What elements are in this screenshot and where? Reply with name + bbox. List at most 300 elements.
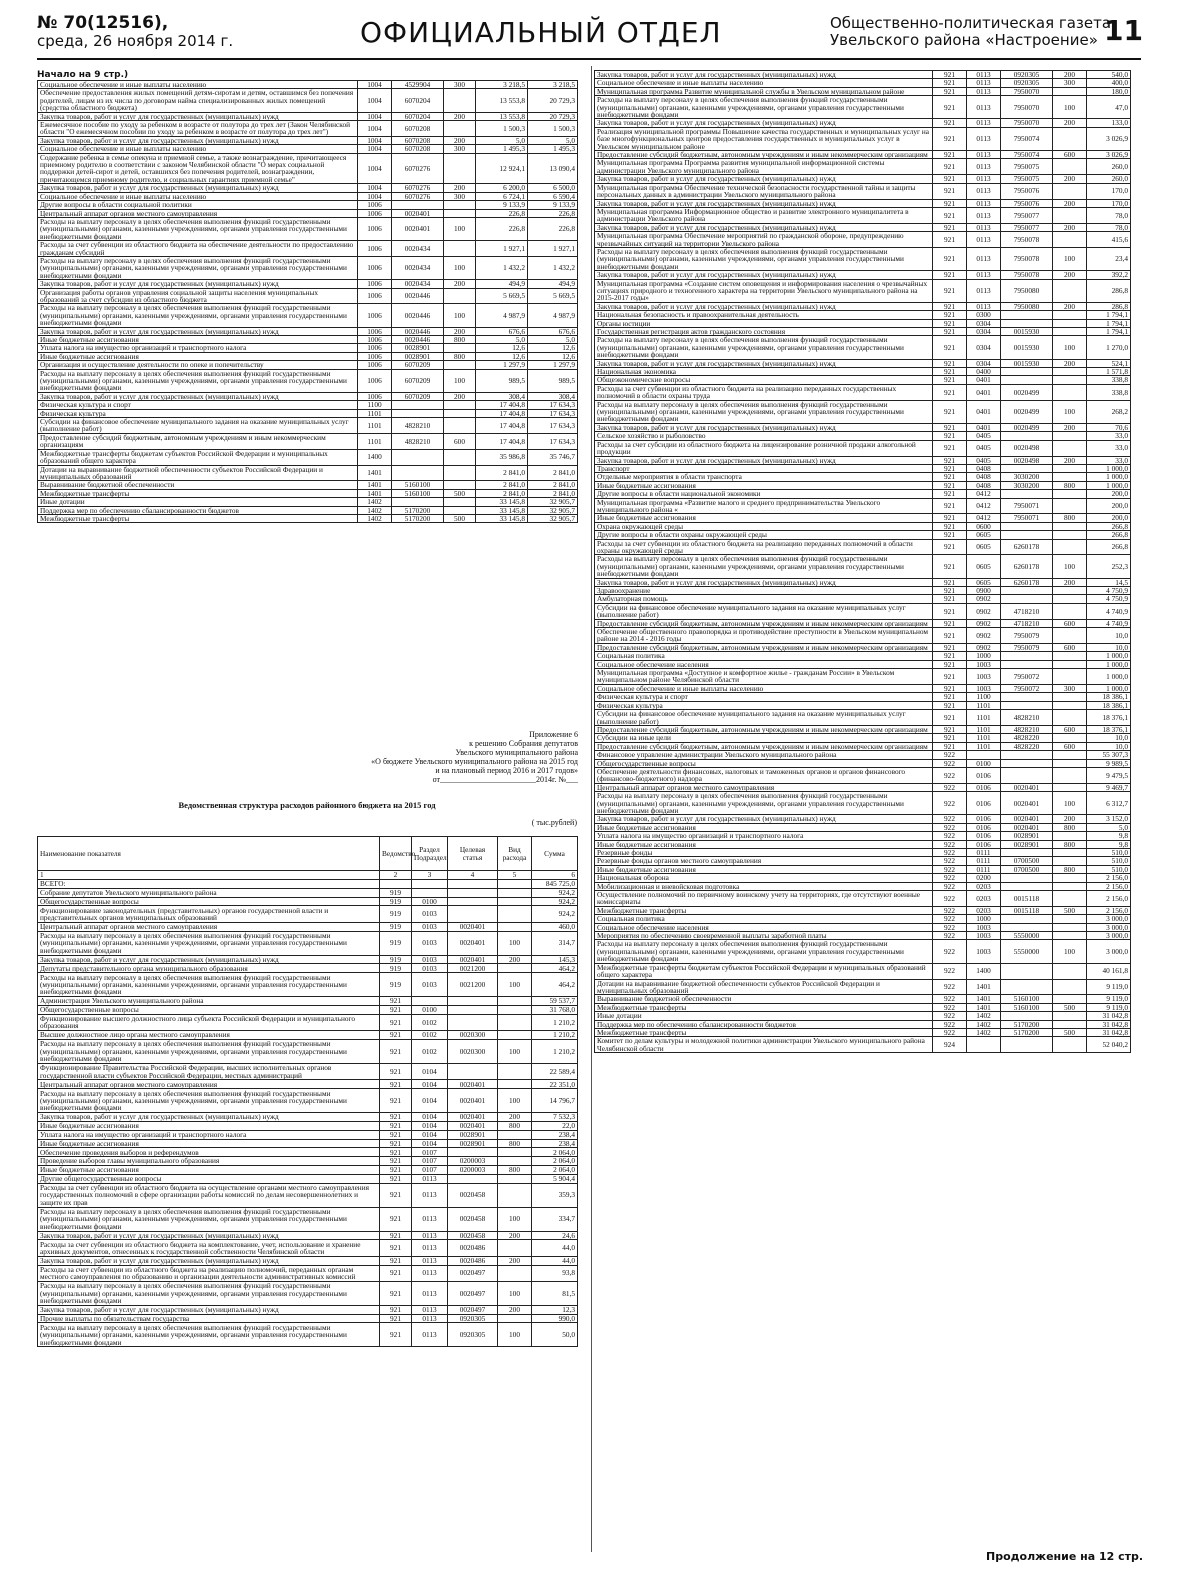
section-cell: 0412	[967, 514, 1001, 522]
amount-cell: 464,2	[532, 964, 578, 973]
target-item-cell: 0200003	[448, 1157, 498, 1166]
target-item-cell: 0700500	[1001, 865, 1053, 873]
department-cell: 921	[933, 440, 967, 456]
section-cell: 0113	[967, 302, 1001, 310]
table-row	[595, 725, 1131, 733]
table-row	[595, 232, 1131, 248]
table-row	[595, 874, 1131, 882]
department-cell: 921	[933, 669, 967, 685]
code-cell: 1004	[358, 112, 392, 120]
table-row	[38, 1305, 578, 1314]
expense-type-cell: 100	[498, 931, 532, 955]
amount-cell: 33,0	[1087, 432, 1131, 440]
amount-cell: 13 090,4	[528, 153, 578, 184]
column-separator	[591, 66, 592, 1552]
amount-cell: 308,4	[476, 392, 528, 400]
department-cell: 921	[380, 1139, 412, 1148]
expense-type-cell: 100	[498, 973, 532, 997]
expense-type-cell	[498, 888, 532, 897]
expense-type-cell: 200	[1053, 423, 1087, 431]
amount-cell: 1 000,0	[1087, 652, 1131, 660]
table-row	[38, 1080, 578, 1089]
department-cell: 921	[380, 1240, 412, 1256]
section-cell: 0405	[967, 440, 1001, 456]
target-item-cell: 7950075	[1001, 159, 1053, 175]
amount-cell: 4 987,9	[528, 304, 578, 327]
target-item-cell: 7950071	[1001, 498, 1053, 514]
indicator-name-cell: Расходы за счет субвенции из областного бюджета на комплектование, учет, использование и хранение архивных документов, отнесенных к государственной собственности Челябинской области	[38, 1240, 380, 1256]
section-cell: 0103	[412, 931, 448, 955]
amount-cell: 47,0	[1087, 96, 1131, 119]
target-item-cell: 5170200	[1001, 1028, 1053, 1036]
expense-type-cell: 200	[1053, 199, 1087, 207]
target-item-cell: 0020498	[1001, 440, 1053, 456]
table-row	[595, 539, 1131, 555]
indicator-name-cell: Закупка товаров, работ и услуг для государственных (муниципальных) нужд	[595, 271, 933, 279]
section-cell: 0104	[412, 1113, 448, 1122]
expense-type-cell: 600	[1053, 643, 1087, 651]
department-cell: 921	[933, 619, 967, 627]
section-cell: 0113	[967, 71, 1001, 79]
department-cell: 919	[380, 922, 412, 931]
target-item-cell	[1001, 376, 1053, 384]
code-cell: 6070204	[392, 89, 444, 112]
department-cell: 921	[380, 1148, 412, 1157]
amount-cell: 260,0	[1087, 175, 1131, 183]
amount-cell: 4 987,9	[476, 304, 528, 327]
department-cell: 921	[933, 336, 967, 359]
amount-cell: 2 064,0	[532, 1157, 578, 1166]
indicator-name-cell: Дотации на выравнивание бюджетной обеспеченности субъектов Российской Федерации и муниципальных образований	[595, 979, 933, 995]
target-item-cell: 7950072	[1001, 669, 1053, 685]
indicator-name-cell: Закупка товаров, работ и услуг для государственных (муниципальных) нужд	[595, 815, 933, 823]
target-item-cell: 0020300	[448, 1031, 498, 1040]
amount-cell: 3 026,9	[1087, 127, 1131, 150]
department-cell: 921	[933, 328, 967, 336]
table-row	[595, 979, 1131, 995]
table-row	[595, 628, 1131, 644]
target-item-cell: 7950080	[1001, 302, 1053, 310]
department-cell: 921	[380, 1323, 412, 1347]
department-cell: 921	[933, 119, 967, 127]
amount-cell: 1 270,0	[1087, 336, 1131, 359]
section-cell: 0107	[412, 1165, 448, 1174]
amount-cell: 81,5	[532, 1281, 578, 1305]
indicator-name-cell: Социальная политика	[595, 652, 933, 660]
table-row	[38, 418, 578, 434]
amount-cell: 12,6	[476, 344, 528, 352]
indicator-name-cell: Расходы на выплату персоналу в целях обеспечения выполнения функций государственными (муниципальными) органами, казенными учреждениями, органами управления государственными внебюджетными фондами	[595, 400, 933, 423]
expense-type-cell: 100	[498, 1039, 532, 1063]
expense-type-cell	[1053, 531, 1087, 539]
amount-cell: 510,0	[1087, 865, 1131, 873]
department-cell: 922	[933, 1012, 967, 1020]
amount-cell: 1 000,0	[1087, 669, 1131, 685]
code-cell: 200	[444, 136, 476, 144]
target-item-cell: 0020401	[448, 1113, 498, 1122]
expense-type-cell: 200	[498, 1305, 532, 1314]
target-item-cell: 0920305	[1001, 71, 1053, 79]
section-cell: 0304	[967, 328, 1001, 336]
budget-table-2016-2017	[37, 80, 578, 523]
indicator-name-cell: Реализация муниципальной программы Повышение качества государственных и муниципальных услуг на базе многофункциональных центров предоставления государственных и муниципальных услуг в Увельском муниципальном районе	[595, 127, 933, 150]
indicator-name-cell: Ежемесячное пособие по уходу за ребенком в возрасте от полутора до трех лет (Закон Челябинской области "О ежемесячном пособии по уходу за ребенком в возрасте от полутора до трех лет")	[38, 121, 358, 137]
amount-cell: 9 133,9	[476, 201, 528, 209]
department-cell: 921	[380, 1265, 412, 1281]
code-cell: 1006	[358, 327, 392, 335]
indicator-name-cell: Национальная экономика	[595, 368, 933, 376]
code-cell: 0020434	[392, 280, 444, 288]
amount-cell: 6 724,1	[476, 192, 528, 200]
indicator-name-cell: Уплата налога на имущество организаций и транспортного налога	[595, 832, 933, 840]
section-cell: 0400	[967, 368, 1001, 376]
section-cell: 0106	[967, 832, 1001, 840]
target-item-cell: 5550000	[1001, 932, 1053, 940]
table-row	[38, 1231, 578, 1240]
target-item-cell: 7950074	[1001, 127, 1053, 150]
code-cell: 4529904	[392, 81, 444, 89]
amount-cell: 226,8	[528, 209, 578, 217]
section-cell: 0103	[412, 964, 448, 973]
code-cell: 1006	[358, 369, 392, 392]
table-header-row	[38, 837, 578, 871]
target-item-cell	[1001, 874, 1053, 882]
expense-type-cell	[1053, 701, 1087, 709]
table-row	[38, 1005, 578, 1014]
code-cell: 800	[444, 336, 476, 344]
amount-cell: 200,0	[1087, 490, 1131, 498]
column-number: 2	[380, 871, 412, 880]
amount-cell: 33 145,8	[476, 514, 528, 522]
indicator-name-cell: Социальная политика	[595, 915, 933, 923]
expense-type-cell	[498, 1265, 532, 1281]
section-cell: 1402	[967, 1012, 1001, 1020]
indicator-name-cell: Предоставление субсидий бюджетным, автономным учреждениям и иным некоммерческим организациям	[595, 643, 933, 651]
section-cell: 1402	[967, 1028, 1001, 1036]
department-cell: 922	[933, 932, 967, 940]
target-item-cell: 0020497	[448, 1305, 498, 1314]
target-item-cell: 0020458	[448, 1207, 498, 1231]
amount-cell: 3 218,5	[528, 81, 578, 89]
amount-cell: 32 905,7	[528, 514, 578, 522]
expense-type-cell: 200	[1053, 119, 1087, 127]
indicator-name-cell: Администрация Увельского муниципального района	[38, 997, 380, 1006]
target-item-cell: 0020401	[1001, 783, 1053, 791]
target-item-cell: 5160100	[1001, 995, 1053, 1003]
table-row	[595, 440, 1131, 456]
indicator-name-cell: Другие общегосударственные вопросы	[38, 1174, 380, 1183]
section-cell: 0113	[967, 223, 1001, 231]
department-cell: 921	[380, 1063, 412, 1079]
target-item-cell: 7950075	[1001, 175, 1053, 183]
amount-cell: 2 156,0	[1087, 891, 1131, 907]
department-cell: 921	[380, 1281, 412, 1305]
amount-cell: 10,0	[1087, 628, 1131, 644]
section-cell: 0113	[412, 1240, 448, 1256]
amount-cell: 35 986,8	[476, 449, 528, 465]
indicator-name-cell: Муниципальная программа «Развитие малого и среднего предпринимательства Увельского муниципального района «	[595, 498, 933, 514]
indicator-name-cell: Иные бюджетные ассигнования	[595, 514, 933, 522]
department-cell: 921	[380, 1157, 412, 1166]
expense-type-cell: 800	[1053, 840, 1087, 848]
indicator-name-cell: Межбюджетные трансферты	[595, 1028, 933, 1036]
indicator-name-cell: Транспорт	[595, 464, 933, 472]
indicator-name-cell: Организация работы органов управления социальной защиты населения муниципальных образований за счет субсидии из областного бюджета	[38, 288, 358, 304]
target-item-cell	[1001, 311, 1053, 319]
target-item-cell: 0020486	[448, 1240, 498, 1256]
section-cell: 0113	[412, 1231, 448, 1240]
amount-cell: 5,0	[528, 136, 578, 144]
section-cell: 0300	[967, 311, 1001, 319]
section-cell: 1003	[967, 684, 1001, 692]
expense-type-cell	[498, 897, 532, 906]
indicator-name-cell: Обеспечение деятельности финансовых, налоговых и таможенных органов и органов финансового (финансово-бюджетного) надзора	[595, 767, 933, 783]
expense-type-cell	[1053, 734, 1087, 742]
section-cell: 0200	[967, 874, 1001, 882]
department-cell: 921	[380, 1089, 412, 1113]
target-item-cell: 7950070	[1001, 96, 1053, 119]
amount-cell: 540,0	[1087, 71, 1131, 79]
column-number: 6	[532, 871, 578, 880]
amount-cell: 10,0	[1087, 643, 1131, 651]
code-cell: 6070276	[392, 184, 444, 192]
expense-type-cell: 200	[498, 1113, 532, 1122]
section-cell: 0113	[412, 1207, 448, 1231]
indicator-name-cell: Закупка товаров, работ и услуг для государственных (муниципальных) нужд	[595, 119, 933, 127]
target-item-cell	[448, 1174, 498, 1183]
indicator-name-cell: Другие вопросы в области социальной политики	[38, 201, 358, 209]
section-title: ОФИЦИАЛЬНЫЙ ОТДЕЛ	[360, 16, 722, 49]
department-cell: 921	[933, 742, 967, 750]
indicator-name-cell: Закупка товаров, работ и услуг для государственных (муниципальных) нужд	[38, 327, 358, 335]
expense-type-cell: 300	[1053, 79, 1087, 87]
section-cell: 1003	[967, 940, 1001, 963]
department-cell: 921	[933, 555, 967, 578]
amount-cell: 494,9	[476, 280, 528, 288]
amount-cell: 17 404,8	[476, 401, 528, 409]
section-cell: 0401	[967, 423, 1001, 431]
appendix-line: Увельского муниципального района	[455, 748, 578, 757]
target-item-cell: 0020486	[448, 1256, 498, 1265]
column-header: Целевая статья	[448, 837, 498, 871]
department-cell: 921	[933, 71, 967, 79]
amount-cell: 226,8	[528, 217, 578, 240]
amount-cell: 20 729,3	[528, 112, 578, 120]
expense-type-cell: 100	[1053, 96, 1087, 119]
expense-type-cell	[498, 1130, 532, 1139]
department-cell: 922	[933, 963, 967, 979]
department-cell: 921	[380, 1256, 412, 1265]
department-cell: 921	[933, 710, 967, 726]
indicator-name-cell: Поддержка мер по обеспечению сбалансированности бюджетов	[38, 506, 358, 514]
section-cell: 0902	[967, 643, 1001, 651]
expense-type-cell: 800	[1053, 481, 1087, 489]
page-number: 11	[1104, 14, 1143, 47]
amount-cell: 33,0	[1087, 456, 1131, 464]
section-cell: 0104	[412, 1089, 448, 1113]
section-cell: 0104	[412, 1130, 448, 1139]
code-cell	[392, 465, 444, 481]
department-cell: 921	[933, 603, 967, 619]
section-cell: 0103	[412, 973, 448, 997]
department-cell: 921	[380, 1231, 412, 1240]
table-row	[38, 1039, 578, 1063]
amount-cell: 31 042,8	[1087, 1012, 1131, 1020]
section-cell: 1100	[967, 693, 1001, 701]
newspaper-name-line1: Общественно-политическая газета	[830, 14, 1112, 32]
amount-cell: 1 500,3	[528, 121, 578, 137]
amount-cell: 1 495,3	[528, 145, 578, 153]
code-cell: 100	[444, 304, 476, 327]
target-item-cell: 4828210	[1001, 710, 1053, 726]
indicator-name-cell: Общегосударственные вопросы	[595, 759, 933, 767]
department-cell: 921	[933, 456, 967, 464]
table-row	[38, 1063, 578, 1079]
code-cell: 5170200	[392, 506, 444, 514]
code-cell	[444, 361, 476, 369]
indicator-name-cell: Закупка товаров, работ и услуг для государственных (муниципальных) нужд	[595, 199, 933, 207]
amount-cell: 2 156,0	[1087, 882, 1131, 890]
target-item-cell: 7950079	[1001, 643, 1053, 651]
department-cell: 921	[933, 302, 967, 310]
section-cell: 1401	[967, 979, 1001, 995]
indicator-name-cell: Центральный аппарат органов местного самоуправления	[38, 1080, 380, 1089]
department-cell: 921	[380, 1207, 412, 1231]
department-cell: 922	[933, 865, 967, 873]
code-cell: 0020401	[392, 217, 444, 240]
department-cell: 921	[380, 1014, 412, 1030]
indicator-name-cell: Закупка товаров, работ и услуг для государственных (муниципальных) нужд	[38, 184, 358, 192]
indicator-name-cell: Обеспечение предоставления жилых помещений детям-сиротам и детям, оставшимся без попечения родителей, лицам из их числа по договорам найма специализированных жилых помещений (средства областного бюджета)	[38, 89, 358, 112]
expense-type-cell	[1053, 652, 1087, 660]
indicator-name-cell: Расходы за счет субвенции из областного бюджета на реализацию полномочий, переданных органам местного самоуправления по образованию и организации деятельности административных комиссий	[38, 1265, 380, 1281]
code-cell: 1004	[358, 145, 392, 153]
department-cell: 921	[933, 531, 967, 539]
amount-cell: 266,8	[1087, 539, 1131, 555]
expense-type-cell: 200	[1053, 815, 1087, 823]
target-item-cell: 0020458	[448, 1231, 498, 1240]
amount-cell: 31 768,0	[532, 1005, 578, 1014]
code-cell: 1006	[358, 217, 392, 240]
table-row	[595, 891, 1131, 907]
amount-cell: 226,8	[476, 217, 528, 240]
amount-cell: 10,0	[1087, 734, 1131, 742]
department-cell: 921	[933, 481, 967, 489]
section-cell: 0113	[967, 96, 1001, 119]
section-cell: 0103	[412, 922, 448, 931]
amount-cell: 12,3	[532, 1305, 578, 1314]
target-item-cell	[448, 880, 498, 889]
indicator-name-cell: Центральный аппарат органов местного самоуправления	[38, 922, 380, 931]
amount-cell: 3 000,0	[1087, 923, 1131, 931]
code-cell: 1004	[358, 89, 392, 112]
code-cell: 6070208	[392, 145, 444, 153]
amount-cell: 226,8	[476, 209, 528, 217]
amount-cell: 17 404,8	[476, 433, 528, 449]
indicator-name-cell: Расходы на выплату персоналу в целях обеспечения выполнения функций государственными (муниципальными) органами, казенными учреждениями, органами управления государственными внебюджетными фондами	[595, 555, 933, 578]
target-item-cell: 0020499	[1001, 400, 1053, 423]
section-cell: 0106	[967, 815, 1001, 823]
code-cell: 300	[444, 145, 476, 153]
amount-cell: 17 634,3	[528, 401, 578, 409]
target-item-cell: 3030200	[1001, 473, 1053, 481]
expense-type-cell	[1053, 490, 1087, 498]
column-header: Наименование показателя	[38, 837, 380, 871]
indicator-name-cell: Поддержка мер по обеспечению сбалансированности бюджетов	[595, 1020, 933, 1028]
amount-cell: 17 634,3	[528, 433, 578, 449]
amount-cell: 44,0	[532, 1256, 578, 1265]
code-cell: 600	[444, 433, 476, 449]
table-row	[595, 456, 1131, 464]
target-item-cell: 0021200	[448, 964, 498, 973]
column-number: 1	[38, 871, 380, 880]
target-item-cell	[448, 1063, 498, 1079]
table-row	[595, 555, 1131, 578]
amount-cell: 17 404,8	[476, 418, 528, 434]
amount-cell: 494,9	[528, 280, 578, 288]
target-item-cell: 5160100	[1001, 1003, 1053, 1011]
target-item-cell: 0020401	[448, 1080, 498, 1089]
amount-cell: 415,6	[1087, 232, 1131, 248]
table-row	[595, 400, 1131, 423]
amount-cell: 1 432,2	[476, 256, 528, 279]
expense-type-cell: 200	[498, 955, 532, 964]
amount-cell: 260,0	[1087, 159, 1131, 175]
indicator-name-cell: Иные бюджетные ассигнования	[38, 352, 358, 360]
right-column	[594, 70, 1130, 1053]
target-item-cell: 4718210	[1001, 603, 1053, 619]
code-cell: 1006	[358, 336, 392, 344]
code-cell	[444, 418, 476, 434]
amount-cell: 13 553,8	[476, 89, 528, 112]
department-cell: 921	[933, 725, 967, 733]
department-cell: 922	[933, 891, 967, 907]
amount-cell: 2 156,0	[1087, 874, 1131, 882]
target-item-cell: 7950077	[1001, 223, 1053, 231]
section-cell: 1003	[967, 923, 1001, 931]
indicator-name-cell: Общеэкономические вопросы	[595, 376, 933, 384]
expense-type-cell	[1053, 995, 1087, 1003]
appendix-line: и на плановый период 2016 и 2017 годов»	[435, 766, 578, 775]
table-row	[38, 369, 578, 392]
expense-type-cell: 800	[1053, 823, 1087, 831]
amount-cell: 1 927,1	[476, 241, 528, 257]
amount-cell: 5,0	[1087, 823, 1131, 831]
expense-type-cell	[1053, 522, 1087, 530]
amount-cell: 7 532,3	[532, 1113, 578, 1122]
code-cell: 1006	[358, 361, 392, 369]
expense-type-cell	[1053, 963, 1087, 979]
header-rule	[37, 58, 1141, 60]
indicator-name-cell: Закупка товаров, работ и услуг для государственных (муниципальных) нужд	[595, 456, 933, 464]
target-item-cell: 5170200	[1001, 1020, 1053, 1028]
indicator-name-cell: Расходы на выплату персоналу в целях обеспечения выполнения функций государственными (муниципальными) органами, казенными учреждениями, органами управления государственными внебюджетными фондами	[595, 247, 933, 270]
indicator-name-cell: Расходы за счет субвенции из областного бюджета на реализацию переданных государственных полномочий в области охраны труда	[595, 384, 933, 400]
departmental-structure-table-continued	[594, 70, 1131, 1053]
department-cell: 919	[380, 964, 412, 973]
code-cell: 4828210	[392, 433, 444, 449]
amount-cell: 460,0	[532, 922, 578, 931]
section-cell: 1101	[967, 742, 1001, 750]
amount-cell: 9,8	[1087, 832, 1131, 840]
amount-cell: 9,8	[1087, 840, 1131, 848]
code-cell: 1401	[358, 465, 392, 481]
expense-type-cell: 200	[498, 1256, 532, 1265]
section-cell	[967, 751, 1001, 759]
indicator-name-cell: Осуществление полномочий по первичному воинскому учету на территориях, где отсутствуют военные комиссариаты	[595, 891, 933, 907]
indicator-name-cell: Расходы на выплату персоналу в целях обеспечения выполнения функций государственными (муниципальными) органами, казенными учреждениями, органами управления государственными внебюджетными фондами	[38, 1039, 380, 1063]
code-cell	[392, 201, 444, 209]
